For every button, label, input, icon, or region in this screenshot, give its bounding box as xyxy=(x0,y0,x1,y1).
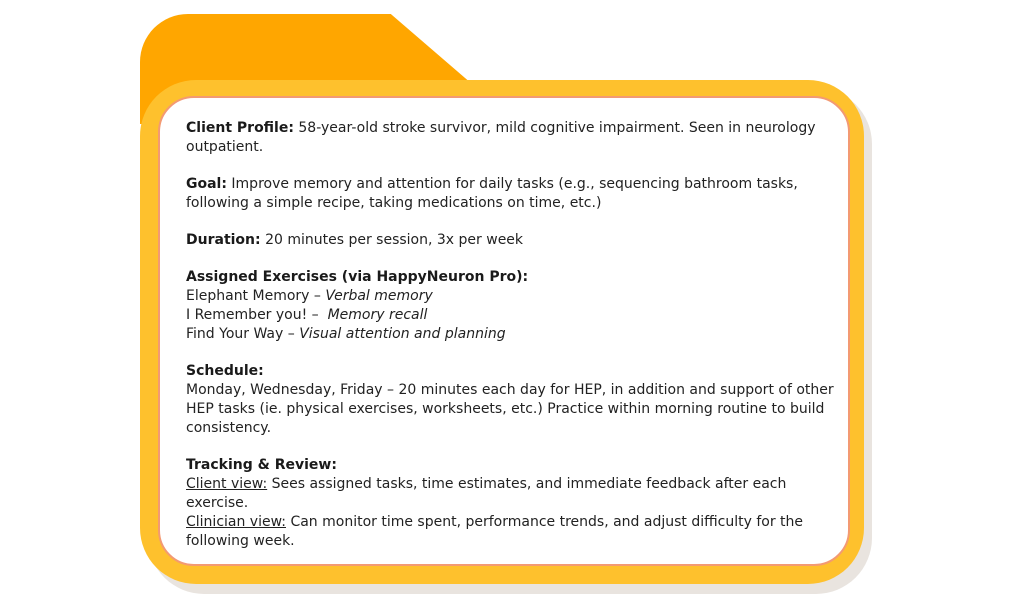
goal-section xyxy=(186,175,836,213)
duration-label: Duration: xyxy=(186,232,261,248)
client-view-item xyxy=(186,475,836,513)
exercise-focus: Visual attention and planning xyxy=(299,326,506,342)
exercise-item xyxy=(186,287,836,306)
client-profile-label: Client Profile: xyxy=(186,120,294,136)
goal-label: Goal: xyxy=(186,176,227,192)
exercise-item xyxy=(186,306,836,325)
clinician-view-label: Clinician view: xyxy=(186,514,286,530)
duration-text: 20 minutes per session, 3x per week xyxy=(260,232,524,248)
schedule-section xyxy=(186,362,836,438)
exercises-section xyxy=(186,268,836,344)
exercise-item xyxy=(186,325,836,344)
care-plan-content xyxy=(186,119,836,551)
clinician-view-text: Can monitor time spent, performance trends, and adjust difficulty for the following week. xyxy=(186,514,804,549)
client-profile-section xyxy=(186,119,836,157)
clinician-view-item xyxy=(186,513,836,551)
exercise-focus: Memory recall xyxy=(327,307,428,323)
tracking-section xyxy=(186,456,836,551)
exercise-name: Elephant Memory – xyxy=(186,288,326,304)
tracking-heading: Tracking & Review: xyxy=(186,457,337,473)
schedule-text: Monday, Wednesday, Friday – 20 minutes each day for HEP, in addition and support of other HEP tasks (ie. physical exercises, worksheets, etc.) Practice within morning routine to build consistency. xyxy=(186,382,834,436)
goal-text: Improve memory and attention for daily tasks (e.g., sequencing bathroom tasks, following a simple recipe, taking medications on time, etc.) xyxy=(186,176,798,211)
exercise-focus: Verbal memory xyxy=(325,288,433,304)
client-view-label: Client view: xyxy=(186,476,268,492)
exercise-name: I Remember you! – xyxy=(186,307,328,323)
client-profile-text: 58-year-old stroke survivor, mild cognitive impairment. Seen in neurology outpatient. xyxy=(186,120,816,155)
exercise-name: Find Your Way – xyxy=(186,326,300,342)
exercises-heading: Assigned Exercises (via HappyNeuron Pro): xyxy=(186,269,529,285)
client-view-text: Sees assigned tasks, time estimates, and immediate feedback after each exercise. xyxy=(186,476,787,511)
duration-section xyxy=(186,231,836,250)
schedule-heading: Schedule: xyxy=(186,363,264,379)
